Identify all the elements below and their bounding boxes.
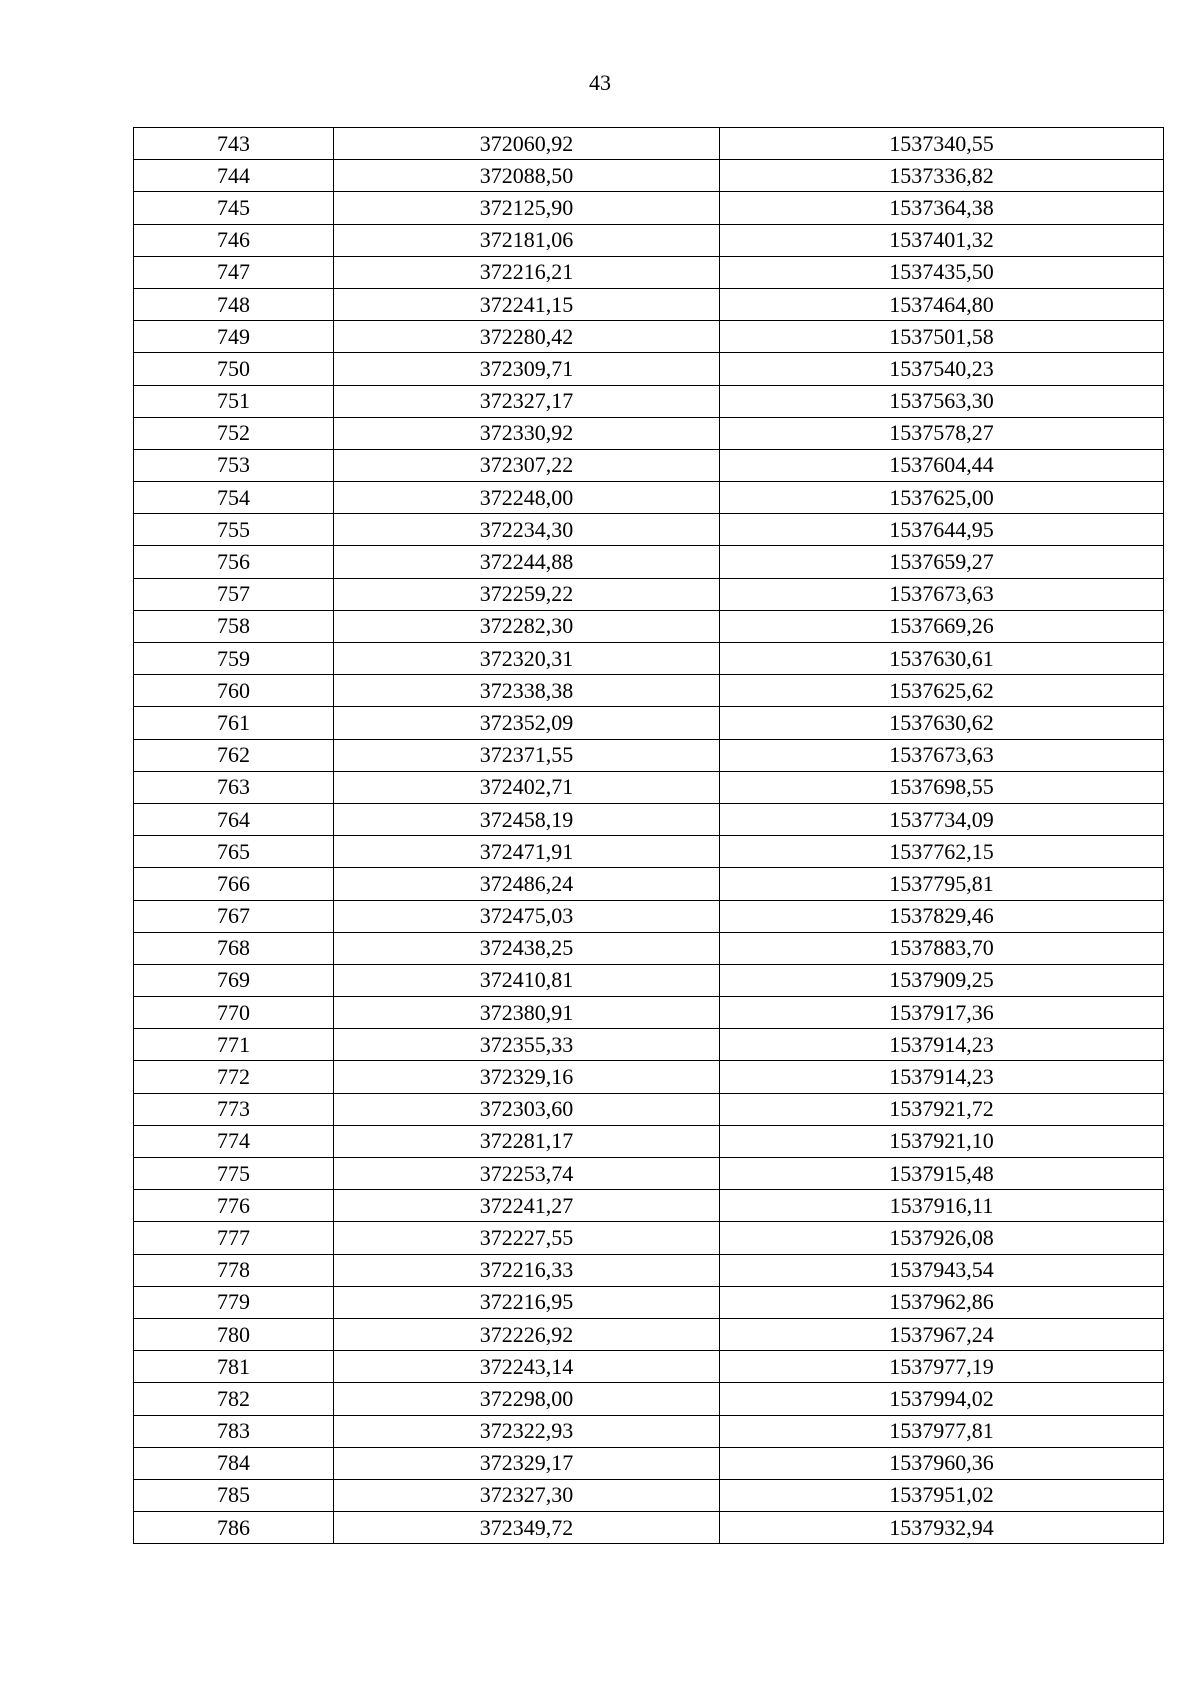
y-coordinate-cell: 1537914,23 [720, 1061, 1164, 1093]
x-coordinate-cell: 372298,00 [334, 1383, 720, 1415]
y-coordinate-cell: 1537540,23 [720, 353, 1164, 385]
x-coordinate-cell: 372486,24 [334, 868, 720, 900]
point-number-cell: 782 [134, 1383, 334, 1415]
table-row [134, 1254, 1164, 1286]
y-coordinate-cell: 1537578,27 [720, 417, 1164, 449]
coordinates-table-body [134, 128, 1164, 1544]
point-number-cell: 763 [134, 771, 334, 803]
table-row [134, 482, 1164, 514]
x-coordinate-cell: 372371,55 [334, 739, 720, 771]
point-number-cell: 778 [134, 1254, 334, 1286]
x-coordinate-cell: 372355,33 [334, 1029, 720, 1061]
table-row [134, 1318, 1164, 1350]
point-number-cell: 769 [134, 964, 334, 996]
x-coordinate-cell: 372380,91 [334, 997, 720, 1029]
y-coordinate-cell: 1537921,72 [720, 1093, 1164, 1125]
y-coordinate-cell: 1537435,50 [720, 256, 1164, 288]
table-row [134, 192, 1164, 224]
point-number-cell: 775 [134, 1158, 334, 1190]
y-coordinate-cell: 1537734,09 [720, 803, 1164, 835]
y-coordinate-cell: 1537673,63 [720, 739, 1164, 771]
x-coordinate-cell: 372216,21 [334, 256, 720, 288]
point-number-cell: 786 [134, 1512, 334, 1544]
table-row [134, 1383, 1164, 1415]
point-number-cell: 743 [134, 128, 334, 160]
y-coordinate-cell: 1537336,82 [720, 160, 1164, 192]
x-coordinate-cell: 372060,92 [334, 128, 720, 160]
y-coordinate-cell: 1537340,55 [720, 128, 1164, 160]
y-coordinate-cell: 1537563,30 [720, 385, 1164, 417]
x-coordinate-cell: 372282,30 [334, 610, 720, 642]
x-coordinate-cell: 372349,72 [334, 1512, 720, 1544]
point-number-cell: 758 [134, 610, 334, 642]
x-coordinate-cell: 372227,55 [334, 1222, 720, 1254]
point-number-cell: 764 [134, 803, 334, 835]
point-number-cell: 784 [134, 1447, 334, 1479]
point-number-cell: 768 [134, 932, 334, 964]
table-row [134, 1512, 1164, 1544]
table-row [134, 546, 1164, 578]
y-coordinate-cell: 1537669,26 [720, 610, 1164, 642]
table-row [134, 739, 1164, 771]
x-coordinate-cell: 372338,38 [334, 675, 720, 707]
table-row [134, 1351, 1164, 1383]
x-coordinate-cell: 372458,19 [334, 803, 720, 835]
y-coordinate-cell: 1537914,23 [720, 1029, 1164, 1061]
table-row [134, 900, 1164, 932]
point-number-cell: 744 [134, 160, 334, 192]
coordinates-table [133, 127, 1164, 1544]
point-number-cell: 785 [134, 1479, 334, 1511]
x-coordinate-cell: 372329,16 [334, 1061, 720, 1093]
y-coordinate-cell: 1537883,70 [720, 932, 1164, 964]
y-coordinate-cell: 1537977,19 [720, 1351, 1164, 1383]
y-coordinate-cell: 1537917,36 [720, 997, 1164, 1029]
point-number-cell: 781 [134, 1351, 334, 1383]
table-row [134, 288, 1164, 320]
point-number-cell: 772 [134, 1061, 334, 1093]
table-row [134, 771, 1164, 803]
x-coordinate-cell: 372248,00 [334, 482, 720, 514]
table-row [134, 353, 1164, 385]
point-number-cell: 760 [134, 675, 334, 707]
point-number-cell: 748 [134, 288, 334, 320]
x-coordinate-cell: 372241,27 [334, 1190, 720, 1222]
x-coordinate-cell: 372438,25 [334, 932, 720, 964]
point-number-cell: 754 [134, 482, 334, 514]
x-coordinate-cell: 372303,60 [334, 1093, 720, 1125]
table-row [134, 160, 1164, 192]
point-number-cell: 756 [134, 546, 334, 578]
y-coordinate-cell: 1537951,02 [720, 1479, 1164, 1511]
y-coordinate-cell: 1537916,11 [720, 1190, 1164, 1222]
y-coordinate-cell: 1537604,44 [720, 449, 1164, 481]
y-coordinate-cell: 1537625,62 [720, 675, 1164, 707]
table-row [134, 417, 1164, 449]
point-number-cell: 753 [134, 449, 334, 481]
y-coordinate-cell: 1537630,62 [720, 707, 1164, 739]
point-number-cell: 777 [134, 1222, 334, 1254]
table-row [134, 1029, 1164, 1061]
point-number-cell: 765 [134, 836, 334, 868]
point-number-cell: 747 [134, 256, 334, 288]
table-row [134, 256, 1164, 288]
table-row [134, 868, 1164, 900]
y-coordinate-cell: 1537921,10 [720, 1125, 1164, 1157]
x-coordinate-cell: 372280,42 [334, 321, 720, 353]
table-row [134, 1447, 1164, 1479]
table-row [134, 1415, 1164, 1447]
y-coordinate-cell: 1537967,24 [720, 1318, 1164, 1350]
y-coordinate-cell: 1537960,36 [720, 1447, 1164, 1479]
point-number-cell: 745 [134, 192, 334, 224]
x-coordinate-cell: 372253,74 [334, 1158, 720, 1190]
x-coordinate-cell: 372244,88 [334, 546, 720, 578]
table-row [134, 128, 1164, 160]
x-coordinate-cell: 372307,22 [334, 449, 720, 481]
table-row [134, 385, 1164, 417]
y-coordinate-cell: 1537943,54 [720, 1254, 1164, 1286]
table-row [134, 1222, 1164, 1254]
table-row [134, 449, 1164, 481]
y-coordinate-cell: 1537915,48 [720, 1158, 1164, 1190]
table-row [134, 932, 1164, 964]
x-coordinate-cell: 372329,17 [334, 1447, 720, 1479]
table-row [134, 1093, 1164, 1125]
table-row [134, 514, 1164, 546]
point-number-cell: 776 [134, 1190, 334, 1222]
y-coordinate-cell: 1537673,63 [720, 578, 1164, 610]
point-number-cell: 755 [134, 514, 334, 546]
table-row [134, 675, 1164, 707]
table-row [134, 1061, 1164, 1093]
point-number-cell: 774 [134, 1125, 334, 1157]
x-coordinate-cell: 372243,14 [334, 1351, 720, 1383]
table-row [134, 836, 1164, 868]
x-coordinate-cell: 372281,17 [334, 1125, 720, 1157]
table-row [134, 803, 1164, 835]
point-number-cell: 770 [134, 997, 334, 1029]
point-number-cell: 767 [134, 900, 334, 932]
table-row [134, 1190, 1164, 1222]
x-coordinate-cell: 372327,30 [334, 1479, 720, 1511]
table-row [134, 1479, 1164, 1511]
point-number-cell: 783 [134, 1415, 334, 1447]
y-coordinate-cell: 1537659,27 [720, 546, 1164, 578]
x-coordinate-cell: 372352,09 [334, 707, 720, 739]
y-coordinate-cell: 1537926,08 [720, 1222, 1164, 1254]
table-row [134, 997, 1164, 1029]
table-row [134, 1158, 1164, 1190]
x-coordinate-cell: 372259,22 [334, 578, 720, 610]
x-coordinate-cell: 372327,17 [334, 385, 720, 417]
y-coordinate-cell: 1537932,94 [720, 1512, 1164, 1544]
table-row [134, 610, 1164, 642]
y-coordinate-cell: 1537762,15 [720, 836, 1164, 868]
table-row [134, 1286, 1164, 1318]
page-number: 43 [589, 70, 611, 95]
point-number-cell: 762 [134, 739, 334, 771]
table-row [134, 707, 1164, 739]
y-coordinate-cell: 1537630,61 [720, 643, 1164, 675]
y-coordinate-cell: 1537829,46 [720, 900, 1164, 932]
y-coordinate-cell: 1537994,02 [720, 1383, 1164, 1415]
y-coordinate-cell: 1537962,86 [720, 1286, 1164, 1318]
y-coordinate-cell: 1537464,80 [720, 288, 1164, 320]
x-coordinate-cell: 372181,06 [334, 224, 720, 256]
x-coordinate-cell: 372125,90 [334, 192, 720, 224]
point-number-cell: 780 [134, 1318, 334, 1350]
x-coordinate-cell: 372309,71 [334, 353, 720, 385]
point-number-cell: 757 [134, 578, 334, 610]
y-coordinate-cell: 1537698,55 [720, 771, 1164, 803]
y-coordinate-cell: 1537977,81 [720, 1415, 1164, 1447]
point-number-cell: 750 [134, 353, 334, 385]
point-number-cell: 779 [134, 1286, 334, 1318]
y-coordinate-cell: 1537401,32 [720, 224, 1164, 256]
point-number-cell: 771 [134, 1029, 334, 1061]
point-number-cell: 752 [134, 417, 334, 449]
y-coordinate-cell: 1537795,81 [720, 868, 1164, 900]
x-coordinate-cell: 372322,93 [334, 1415, 720, 1447]
x-coordinate-cell: 372241,15 [334, 288, 720, 320]
x-coordinate-cell: 372088,50 [334, 160, 720, 192]
y-coordinate-cell: 1537625,00 [720, 482, 1164, 514]
y-coordinate-cell: 1537909,25 [720, 964, 1164, 996]
point-number-cell: 751 [134, 385, 334, 417]
x-coordinate-cell: 372320,31 [334, 643, 720, 675]
table-row [134, 1125, 1164, 1157]
point-number-cell: 766 [134, 868, 334, 900]
x-coordinate-cell: 372471,91 [334, 836, 720, 868]
table-row [134, 224, 1164, 256]
x-coordinate-cell: 372216,95 [334, 1286, 720, 1318]
x-coordinate-cell: 372234,30 [334, 514, 720, 546]
point-number-cell: 749 [134, 321, 334, 353]
table-row [134, 321, 1164, 353]
table-row [134, 964, 1164, 996]
y-coordinate-cell: 1537364,38 [720, 192, 1164, 224]
x-coordinate-cell: 372475,03 [334, 900, 720, 932]
table-row [134, 578, 1164, 610]
x-coordinate-cell: 372226,92 [334, 1318, 720, 1350]
x-coordinate-cell: 372216,33 [334, 1254, 720, 1286]
point-number-cell: 759 [134, 643, 334, 675]
point-number-cell: 761 [134, 707, 334, 739]
table-row [134, 643, 1164, 675]
y-coordinate-cell: 1537644,95 [720, 514, 1164, 546]
point-number-cell: 746 [134, 224, 334, 256]
x-coordinate-cell: 372402,71 [334, 771, 720, 803]
x-coordinate-cell: 372410,81 [334, 964, 720, 996]
y-coordinate-cell: 1537501,58 [720, 321, 1164, 353]
point-number-cell: 773 [134, 1093, 334, 1125]
x-coordinate-cell: 372330,92 [334, 417, 720, 449]
